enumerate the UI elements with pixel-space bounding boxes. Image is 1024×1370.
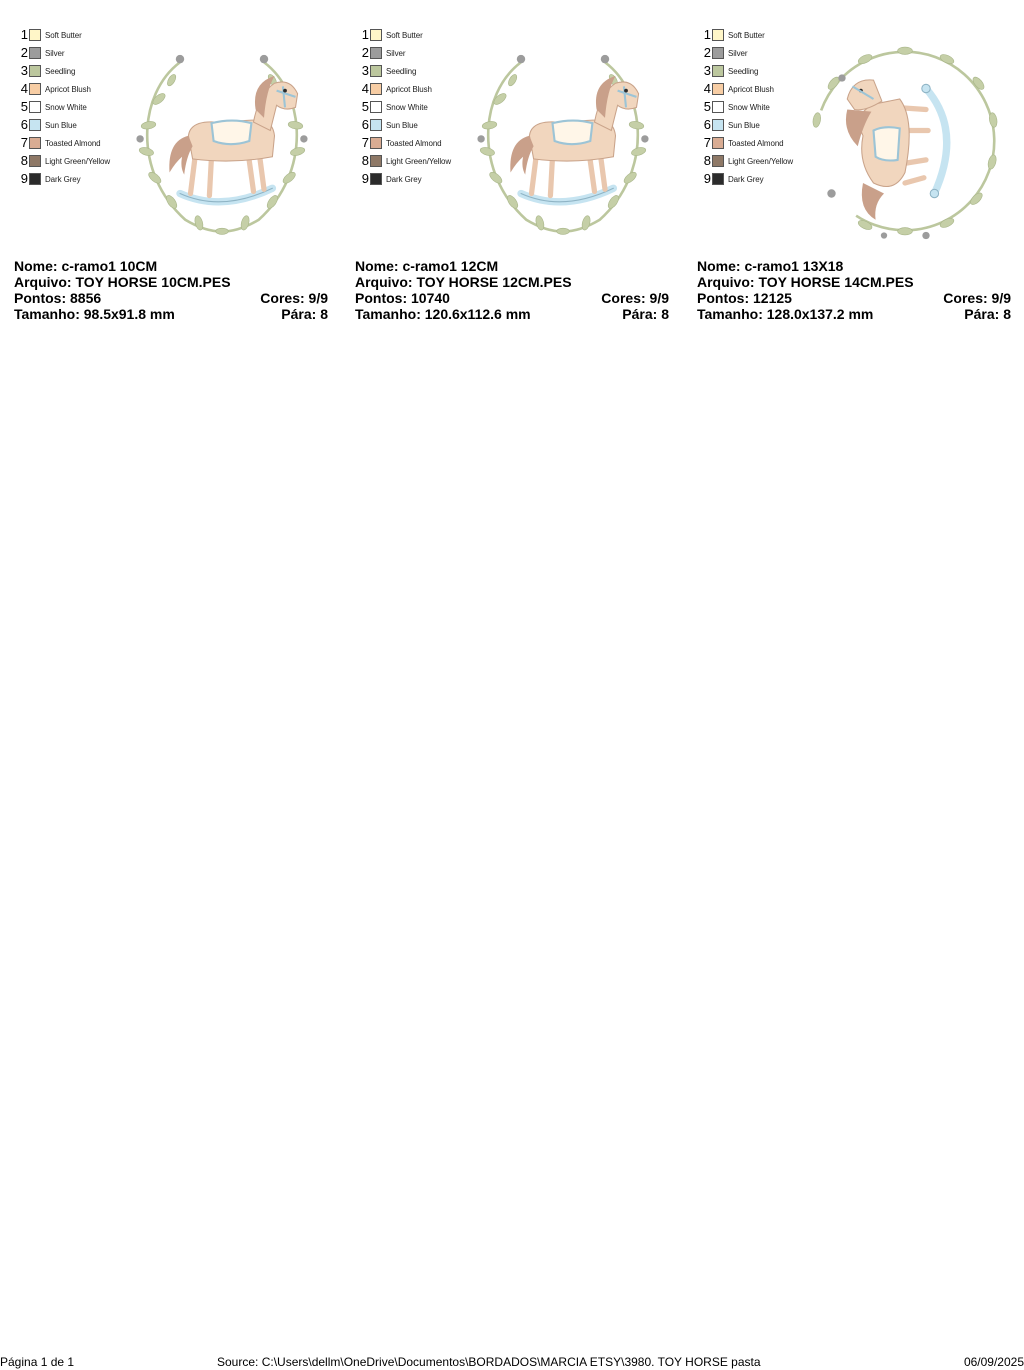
thread-name: Dark Grey <box>728 174 764 184</box>
color-swatch <box>29 155 41 167</box>
thread-row <box>353 152 463 170</box>
color-swatch <box>29 83 41 95</box>
thread-row <box>12 98 122 116</box>
thread-name: Toasted Almond <box>386 138 442 148</box>
stitch-count: Pontos: 8856 <box>14 290 102 306</box>
thread-name: Seedling <box>728 66 759 76</box>
thread-number: 7 <box>361 135 369 150</box>
thread-row <box>695 116 805 134</box>
stop-count: Pára: 8 <box>281 306 328 322</box>
thread-row <box>353 98 463 116</box>
file-name: Arquivo: TOY HORSE 14CM.PES <box>697 274 914 290</box>
thread-number: 4 <box>361 81 369 96</box>
color-swatch <box>29 29 41 41</box>
thread-number: 7 <box>703 135 711 150</box>
color-swatch <box>712 101 724 113</box>
thread-number: 9 <box>703 171 711 186</box>
color-swatch <box>370 47 382 59</box>
design-name: Nome: c-ramo1 13X18 <box>697 258 844 274</box>
color-swatch <box>712 137 724 149</box>
thread-name: Sun Blue <box>45 120 77 130</box>
embroidery-preview <box>458 36 668 246</box>
color-swatch <box>370 29 382 41</box>
design-block <box>695 0 1024 330</box>
color-count: Cores: 9/9 <box>943 290 1011 306</box>
thread-row <box>12 152 122 170</box>
color-swatch <box>712 155 724 167</box>
thread-name: Light Green/Yellow <box>386 156 452 166</box>
thread-name: Sun Blue <box>728 120 760 130</box>
thread-row <box>12 80 122 98</box>
thread-name: Light Green/Yellow <box>45 156 111 166</box>
stop-count: Pára: 8 <box>622 306 669 322</box>
color-swatch <box>370 83 382 95</box>
thread-row <box>12 116 122 134</box>
thread-number: 2 <box>703 45 711 60</box>
thread-row <box>695 62 805 80</box>
color-count: Cores: 9/9 <box>260 290 328 306</box>
thread-row <box>695 44 805 62</box>
thread-name: Apricot Blush <box>45 84 91 94</box>
design-info <box>697 258 1011 322</box>
thread-number: 9 <box>361 171 369 186</box>
color-swatch <box>29 173 41 185</box>
thread-row <box>353 62 463 80</box>
thread-row <box>695 26 805 44</box>
thread-name: Silver <box>728 48 748 58</box>
color-swatch <box>29 119 41 131</box>
thread-name: Snow White <box>386 102 428 112</box>
thread-name: Soft Butter <box>45 30 82 40</box>
thread-name: Silver <box>45 48 65 58</box>
stop-count: Pára: 8 <box>964 306 1011 322</box>
thread-number: 8 <box>20 153 28 168</box>
color-swatch <box>712 29 724 41</box>
thread-row <box>695 152 805 170</box>
thread-name: Sun Blue <box>386 120 418 130</box>
page-number: Página 1 de 1 <box>0 1355 75 1369</box>
thread-name: Toasted Almond <box>728 138 784 148</box>
color-swatch <box>712 47 724 59</box>
color-swatch <box>370 173 382 185</box>
design-size: Tamanho: 128.0x137.2 mm <box>697 306 874 322</box>
thread-row <box>12 62 122 80</box>
embroidery-preview <box>800 36 1010 246</box>
thread-palette <box>353 26 463 188</box>
source-path: Source: C:\Users\dellm\OneDrive\Documentos\BORDADOS\MARCIA ETSY\3980. TOY HORSE pasta <box>217 1355 761 1369</box>
thread-row <box>12 26 122 44</box>
thread-number: 9 <box>20 171 28 186</box>
design-info <box>355 258 669 322</box>
rocking-horse-wreath-rotated-image <box>800 36 1010 246</box>
thread-name: Snow White <box>45 102 87 112</box>
color-count: Cores: 9/9 <box>601 290 669 306</box>
thread-number: 6 <box>703 117 711 132</box>
color-swatch <box>712 119 724 131</box>
rocking-horse-wreath-image <box>458 36 668 246</box>
thread-palette <box>12 26 122 188</box>
thread-row <box>695 170 805 188</box>
thread-number: 1 <box>20 27 28 42</box>
thread-row <box>353 134 463 152</box>
thread-palette <box>695 26 805 188</box>
thread-number: 3 <box>20 63 28 78</box>
thread-number: 5 <box>20 99 28 114</box>
thread-row <box>353 80 463 98</box>
rocking-horse-wreath-image <box>117 36 327 246</box>
thread-number: 4 <box>20 81 28 96</box>
thread-name: Toasted Almond <box>45 138 101 148</box>
thread-number: 6 <box>361 117 369 132</box>
color-swatch <box>370 137 382 149</box>
thread-row <box>353 26 463 44</box>
color-swatch <box>29 101 41 113</box>
thread-row <box>695 80 805 98</box>
file-name: Arquivo: TOY HORSE 12CM.PES <box>355 274 572 290</box>
thread-row <box>12 170 122 188</box>
thread-name: Soft Butter <box>728 30 765 40</box>
stitch-count: Pontos: 10740 <box>355 290 450 306</box>
design-size: Tamanho: 120.6x112.6 mm <box>355 306 531 322</box>
color-swatch <box>370 155 382 167</box>
thread-name: Silver <box>386 48 406 58</box>
color-swatch <box>29 137 41 149</box>
color-swatch <box>712 83 724 95</box>
color-swatch <box>370 101 382 113</box>
color-swatch <box>370 65 382 77</box>
thread-name: Light Green/Yellow <box>728 156 794 166</box>
thread-number: 5 <box>703 99 711 114</box>
design-name: Nome: c-ramo1 10CM <box>14 258 158 274</box>
stitch-count: Pontos: 12125 <box>697 290 792 306</box>
thread-number: 3 <box>703 63 711 78</box>
thread-number: 2 <box>361 45 369 60</box>
thread-number: 2 <box>20 45 28 60</box>
thread-name: Seedling <box>386 66 417 76</box>
design-block <box>353 0 683 330</box>
design-size: Tamanho: 98.5x91.8 mm <box>14 306 175 322</box>
thread-name: Dark Grey <box>45 174 81 184</box>
thread-name: Soft Butter <box>386 30 423 40</box>
thread-number: 7 <box>20 135 28 150</box>
thread-number: 5 <box>361 99 369 114</box>
thread-number: 8 <box>361 153 369 168</box>
thread-number: 1 <box>703 27 711 42</box>
thread-number: 3 <box>361 63 369 78</box>
thread-row <box>695 134 805 152</box>
thread-name: Snow White <box>728 102 770 112</box>
color-swatch <box>712 173 724 185</box>
color-swatch <box>370 119 382 131</box>
color-swatch <box>29 47 41 59</box>
embroidery-preview <box>117 36 327 246</box>
thread-row <box>12 44 122 62</box>
thread-row <box>353 116 463 134</box>
color-swatch <box>712 65 724 77</box>
color-swatch <box>29 65 41 77</box>
design-name: Nome: c-ramo1 12CM <box>355 258 499 274</box>
thread-number: 8 <box>703 153 711 168</box>
thread-name: Seedling <box>45 66 76 76</box>
thread-row <box>695 98 805 116</box>
thread-name: Apricot Blush <box>728 84 774 94</box>
thread-row <box>353 170 463 188</box>
design-info <box>14 258 328 322</box>
thread-number: 6 <box>20 117 28 132</box>
thread-name: Dark Grey <box>386 174 422 184</box>
thread-number: 1 <box>361 27 369 42</box>
design-block <box>12 0 342 330</box>
thread-row <box>353 44 463 62</box>
print-date: 06/09/2025 <box>963 1355 1024 1369</box>
thread-row <box>12 134 122 152</box>
thread-name: Apricot Blush <box>386 84 432 94</box>
thread-number: 4 <box>703 81 711 96</box>
file-name: Arquivo: TOY HORSE 10CM.PES <box>14 274 231 290</box>
